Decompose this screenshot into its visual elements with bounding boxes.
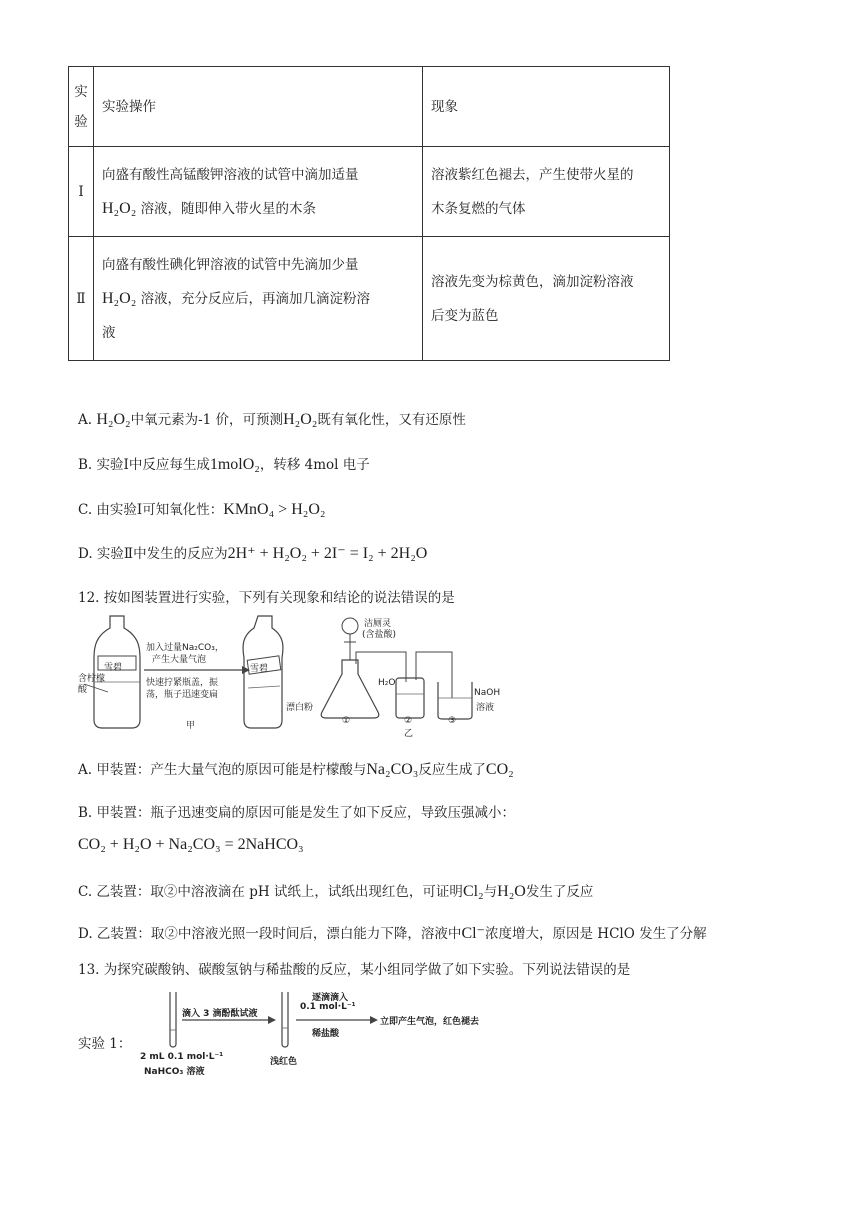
q11-option-a xyxy=(78,408,466,429)
op-text: 溶液，随即伸入带火星的木条 xyxy=(140,200,317,217)
op-line: 向盛有酸性高锰酸钾溶液的试管中滴加适量 xyxy=(102,166,359,183)
q12-stem: 12. 按如图装置进行实验，下列有关现象和结论的说法错误的是 xyxy=(78,590,455,606)
arrow-bottom-label: 快速拧紧瓶盖，振 xyxy=(146,678,219,688)
formula: H₂O₂ xyxy=(96,411,131,428)
row-id: Ⅰ xyxy=(69,147,94,237)
formula: KMnO₄ > H₂O₂ xyxy=(223,501,326,518)
arrow-label: 0.1 mol·L⁻¹ xyxy=(300,1002,356,1012)
table-header-row xyxy=(69,67,670,147)
q12-option-c xyxy=(78,880,593,901)
phen-line: 木条复燃的气体 xyxy=(431,200,526,217)
tube-label: 2 mL 0.1 mol·L⁻¹ xyxy=(140,1052,224,1062)
arrow-label: 稀盐酸 xyxy=(312,1029,340,1039)
option-text: 发生了反应 xyxy=(525,884,594,900)
bottle-label: 雪碧 xyxy=(250,664,269,674)
option-text: 反应生成了 xyxy=(418,762,486,778)
option-text: D. 实验Ⅱ中发生的反应为 xyxy=(78,546,228,562)
figure-jia xyxy=(80,612,310,732)
q12-option-d xyxy=(78,922,707,943)
arrow-label: 滴入 3 滴酚酞试液 xyxy=(182,1009,258,1019)
naoh-label: 溶液 xyxy=(476,703,495,713)
tube-label: NaHCO₃ 溶液 xyxy=(144,1067,205,1077)
formula: Cl⁻ xyxy=(461,925,485,942)
phen-line: 溶液先变为棕黄色，滴加淀粉溶液 xyxy=(431,273,634,290)
header-experiment: 实验 xyxy=(69,67,94,147)
option-text: C. 由实验Ⅰ可知氧化性： xyxy=(78,502,224,518)
option-text: B. 实验Ⅰ中反应每生成 xyxy=(78,457,210,473)
q11-option-d xyxy=(78,542,427,563)
citric-acid-label: 含柠檬酸 xyxy=(78,674,106,695)
phen-line: 溶液紫红色褪去，产生使带火星的 xyxy=(431,166,634,183)
row-phenomenon xyxy=(423,147,670,237)
bottle-label: 雪碧 xyxy=(104,663,123,673)
arrow-top-label: 产生大量气泡 xyxy=(152,655,207,665)
table-row xyxy=(69,147,670,237)
option-text: C. 乙装置：取②中溶液滴在 pH 试纸上，试纸出现红色，可证明 xyxy=(78,884,463,900)
option-text: D. 乙装置：取②中溶液光照一段时间后，漂白能力下降，溶液中 xyxy=(78,926,462,942)
option-text: 既有氧化性，又有还原性 xyxy=(317,412,466,428)
arrow-top-label: 加入过量Na₂CO₃， xyxy=(146,643,224,653)
chlorine-apparatus-diagram xyxy=(284,612,510,736)
header-phenomenon: 现象 xyxy=(423,67,670,147)
tube-label: 浅红色 xyxy=(270,1057,298,1067)
option-text: ，转移 4mol 电子 xyxy=(259,457,370,473)
formula: H₂O xyxy=(497,883,526,900)
q11-option-c xyxy=(78,498,325,519)
water-label: H₂O xyxy=(378,678,396,688)
figure-caption: 甲 xyxy=(186,721,196,731)
formula: H₂O₂ xyxy=(102,199,137,217)
experiment-label: 实验 1： xyxy=(78,1036,132,1052)
q12-option-b-equation xyxy=(78,836,304,854)
option-text: 浓度增大，原因是 HClO 发生了分解 xyxy=(485,926,707,942)
row-id: Ⅱ xyxy=(69,237,94,361)
row-operation xyxy=(94,147,423,237)
arrow-label: 逐滴滴入 xyxy=(312,993,349,1003)
arrow-bottom-label: 荡，瓶子迅速变扁 xyxy=(146,690,219,700)
option-letter: A. xyxy=(78,412,93,428)
formula: 1molO₂ xyxy=(209,456,260,473)
naoh-label: NaOH xyxy=(474,688,501,698)
op-line: 液 xyxy=(102,324,116,341)
q12-option-a xyxy=(78,758,514,779)
result-label: 立即产生气泡，红色褪去 xyxy=(380,1017,480,1027)
formula: Cl₂ xyxy=(462,883,484,900)
formula: CO₂ + H₂O + Na₂CO₃ = 2NaHCO₃ xyxy=(78,836,304,853)
op-line xyxy=(102,192,414,226)
funnel-label: 洁厕灵 xyxy=(364,619,392,629)
experiment-table xyxy=(68,66,670,361)
option-text: A. 甲装置：产生大量气泡的原因可能是柠檬酸与 xyxy=(78,762,367,778)
op-line: 向盛有酸性碘化钾溶液的试管中先滴加少量 xyxy=(102,256,359,273)
row-operation xyxy=(94,237,423,361)
apparatus-number: ① xyxy=(342,716,351,726)
q13-stem: 13. 为探究碳酸钠、碳酸氢钠与稀盐酸的反应，某小组同学做了如下实验。下列说法错误的是 xyxy=(78,962,631,978)
apparatus-number: ② xyxy=(404,716,413,726)
formula: Na₂CO₃ xyxy=(366,761,419,778)
funnel-label: (含盐酸) xyxy=(362,630,397,640)
formula: H₂O₂ xyxy=(283,411,318,428)
row-phenomenon xyxy=(423,237,670,361)
option-text: 中氧元素为-1 价，可预测 xyxy=(130,412,284,428)
bleach-label: 漂白粉 xyxy=(286,703,314,713)
op-text: 溶液，充分反应后，再滴加几滴淀粉溶 xyxy=(140,290,371,307)
header-operation: 实验操作 xyxy=(94,67,423,147)
table-row xyxy=(69,237,670,361)
formula: CO₂ xyxy=(485,761,514,778)
phen-line: 后变为蓝色 xyxy=(431,307,499,324)
q12-option-b: B. 甲装置：瓶子迅速变扁的原因可能是发生了如下反应，导致压强减小： xyxy=(78,805,516,821)
option-text: 与 xyxy=(483,884,498,900)
figure-experiment-1 xyxy=(78,990,498,1080)
formula: H₂O₂ xyxy=(102,289,137,307)
formula: 2H⁺ + H₂O₂ + 2I⁻ = I₂ + 2H₂O xyxy=(227,545,428,562)
q11-option-b xyxy=(78,453,370,474)
op-line xyxy=(102,282,414,316)
figure-yi xyxy=(284,612,510,739)
apparatus-number: ③ xyxy=(448,716,457,726)
figure-caption: 乙 xyxy=(404,729,414,739)
